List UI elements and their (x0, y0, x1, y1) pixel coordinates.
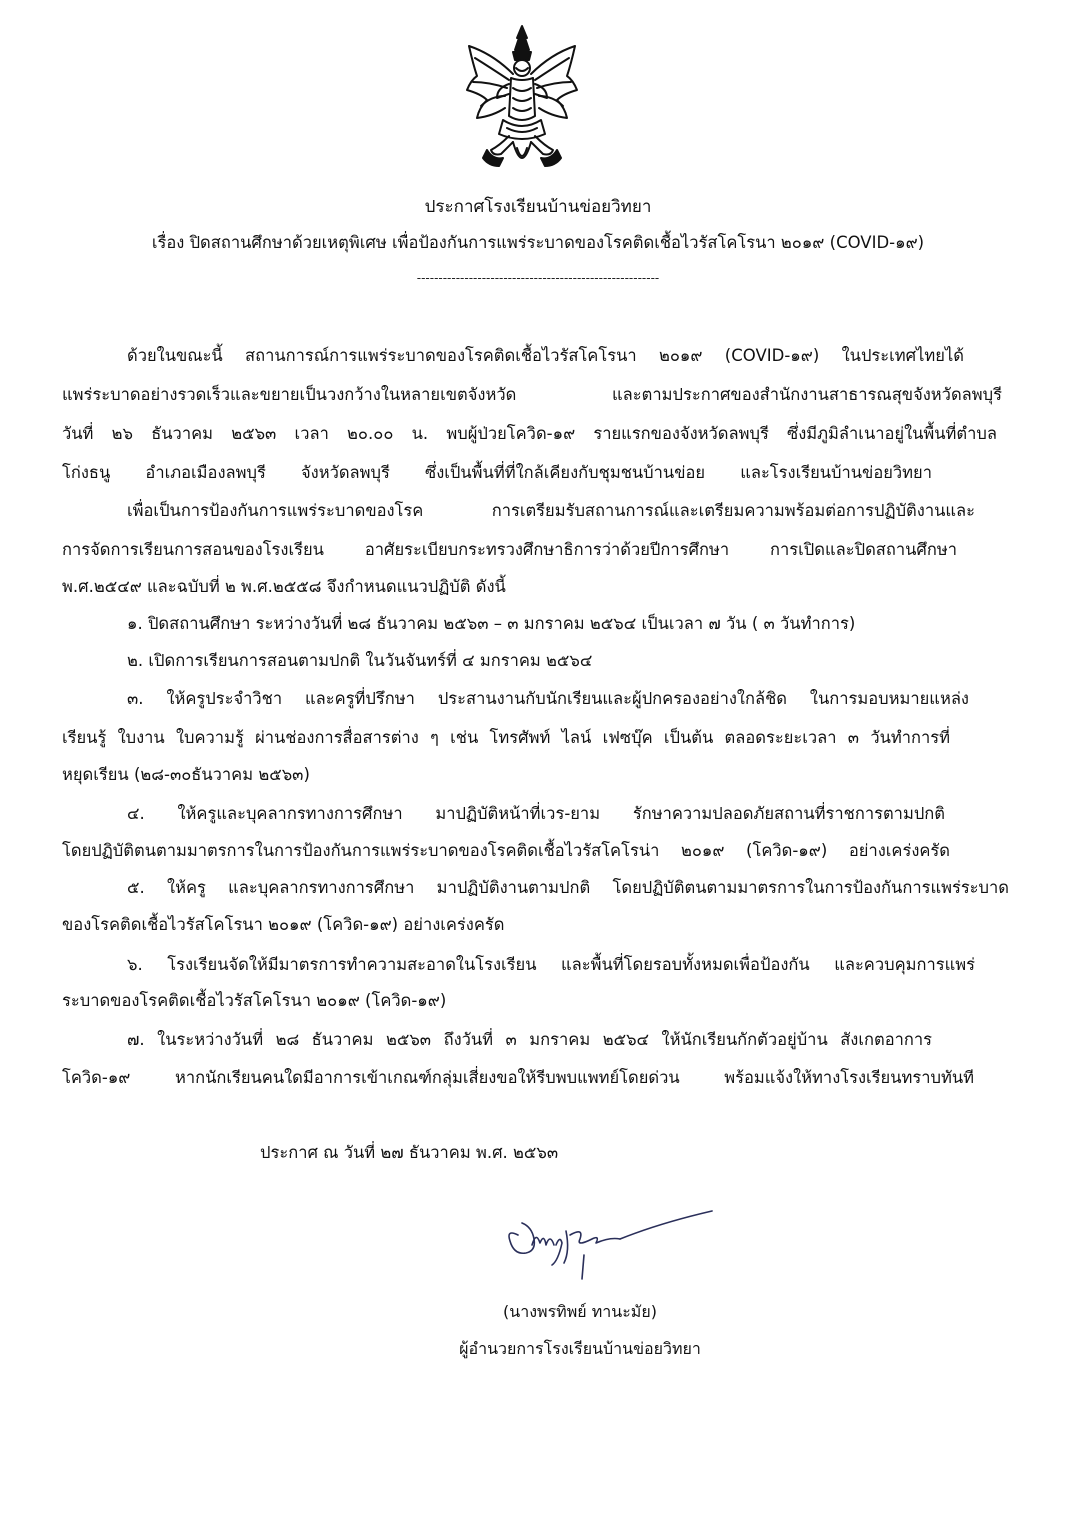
divider-line: -------------------------------------------------------- (416, 271, 660, 285)
body-line-3: วันที่ ๒๖ ธันวาคม ๒๕๖๓ เวลา ๒๐.๐๐ น. พบผู้ป่วยโควิด-๑๙ รายแรกของจังหวัดลพบุรี ซึ่งมีภูมิลำเนาอยู่ในพื้นที่ตำบล (62, 424, 997, 443)
item-3-line-3: หยุดเรียน (๒๘-๓๐ธันวาคม ๒๕๖๓) (62, 765, 310, 784)
item-6-line-1: ๖. โรงเรียนจัดให้มีมาตรการทำความสะอาดในโรงเรียน และพื้นที่โดยรอบทั้งหมดเพื่อป้องกัน และควบคุมการแพร่ (127, 955, 975, 974)
announcement-subject: เรื่อง ปิดสถานศึกษาด้วยเหตุพิเศษ เพื่อป้องกันการแพร่ระบาดของโรคติดเชื้อไวรัสโคโรนา ๒๐๑๙ (COVID-๑๙) (151, 233, 925, 252)
body-line-4: โก่งธนู อำเภอเมืองลพบุรี จังหวัดลพบุรี ซึ่งเป็นพื้นที่ที่ใกล้เคียงกับชุมชนบ้านข่อย และโรงเรียนบ้านข่อยวิทยา (62, 463, 932, 482)
item-1: ๑. ปิดสถานศึกษา ระหว่างวันที่ ๒๘ ธันวาคม ๒๕๖๓ – ๓ มกราคม ๒๕๖๔ เป็นเวลา ๗ วัน ( ๓ วันทำการ) (127, 614, 856, 633)
body-line-1: ด้วยในขณะนี้ สถานการณ์การแพร่ระบาดของโรคติดเชื้อไวรัสโคโรนา ๒๐๑๙ (COVID-๑๙) ในประเทศไทยได้ (127, 346, 964, 365)
signatory-name: (นางพรทิพย์ ทานะมัย) (503, 1302, 657, 1321)
body-line-6: การจัดการเรียนการสอนของโรงเรียน อาศัยระเบียบกระทรวงศึกษาธิการว่าด้วยปีการศึกษา การเปิดและปิดสถานศึกษา (62, 540, 957, 559)
signatory-position: ผู้อำนวยการโรงเรียนบ้านข่อยวิทยา (459, 1339, 701, 1358)
garuda-emblem-icon (463, 24, 581, 176)
item-7-line-1: ๗. ในระหว่างวันที่ ๒๘ ธันวาคม ๒๕๖๓ ถึงวันที่ ๓ มกราคม ๒๕๖๔ ให้นักเรียนกักตัวอยู่บ้าน สังเกตอาการ (127, 1030, 932, 1049)
handwritten-signature (500, 1205, 720, 1285)
body-line-2: แพร่ระบาดอย่างรวดเร็วและขยายเป็นวงกว้างในหลายเขตจังหวัด และตามประกาศของสำนักงานสาธารณสุขจังหวัดลพบุรี (62, 385, 1002, 404)
item-5-line-1: ๕. ให้ครู และบุคลากรทางการศึกษา มาปฏิบัติงานตามปกติ โดยปฏิบัติตนตามมาตรการในการป้องกันการแพร่ระบาด (127, 878, 1009, 897)
body-line-7: พ.ศ.๒๕๔๙ และฉบับที่ ๒ พ.ศ.๒๕๕๘ จึงกำหนดแนวปฏิบัติ ดังนี้ (62, 577, 506, 596)
item-4-line-2: โดยปฏิบัติตนตามมาตรการในการป้องกันการแพร่ระบาดของโรคติดเชื้อไวรัสโคโรน่า ๒๐๑๙ (โควิด-๑๙) อย่างเคร่งครัด (62, 841, 950, 860)
item-4-line-1: ๔. ให้ครูและบุคลากรทางการศึกษา มาปฏิบัติหน้าที่เวร-ยาม รักษาความปลอดภัยสถานที่ราชการตามปกติ (127, 804, 945, 823)
item-6-line-2: ระบาดของโรคติดเชื้อไวรัสโคโรนา ๒๐๑๙ (โควิด-๑๙) (62, 991, 447, 1010)
item-3-line-1: ๓. ให้ครูประจำวิชา และครูที่ปรึกษา ประสานงานกับนักเรียนและผู้ปกครองอย่างใกล้ชิด ในการมอบหมายแหล่ง (127, 689, 969, 708)
item-7-line-2: โควิด-๑๙ หากนักเรียนคนใดมีอาการเข้าเกณฑ์กลุ่มเสี่ยงขอให้รีบพบแพทย์โดยด่วน พร้อมแจ้งให้ทางโรงเรียนทราบทันที (62, 1068, 974, 1087)
item-2: ๒. เปิดการเรียนการสอนตามปกติ ในวันจันทร์ที่ ๔ มกราคม ๒๕๖๔ (127, 651, 593, 670)
announcement-title: ประกาศโรงเรียนบ้านข่อยวิทยา (424, 197, 652, 217)
item-5-line-2: ของโรคติดเชื้อไวรัสโคโรนา ๒๐๑๙ (โควิด-๑๙) อย่างเคร่งครัด (62, 915, 505, 934)
item-3-line-2: เรียนรู้ ใบงาน ใบความรู้ ผ่านช่องการสื่อสารต่าง ๆ เช่น โทรศัพท์ ไลน์ เฟซบุ๊ค เป็นต้น ตลอดระยะเวลา ๓ วันทำการที่ (62, 728, 950, 747)
announce-date: ประกาศ ณ วันที่ ๒๗ ธันวาคม พ.ศ. ๒๕๖๓ (260, 1143, 559, 1162)
body-line-5: เพื่อเป็นการป้องกันการแพร่ระบาดของโรค การเตรียมรับสถานการณ์และเตรียมความพร้อมต่อการปฏิบัติงานและ (127, 501, 975, 520)
